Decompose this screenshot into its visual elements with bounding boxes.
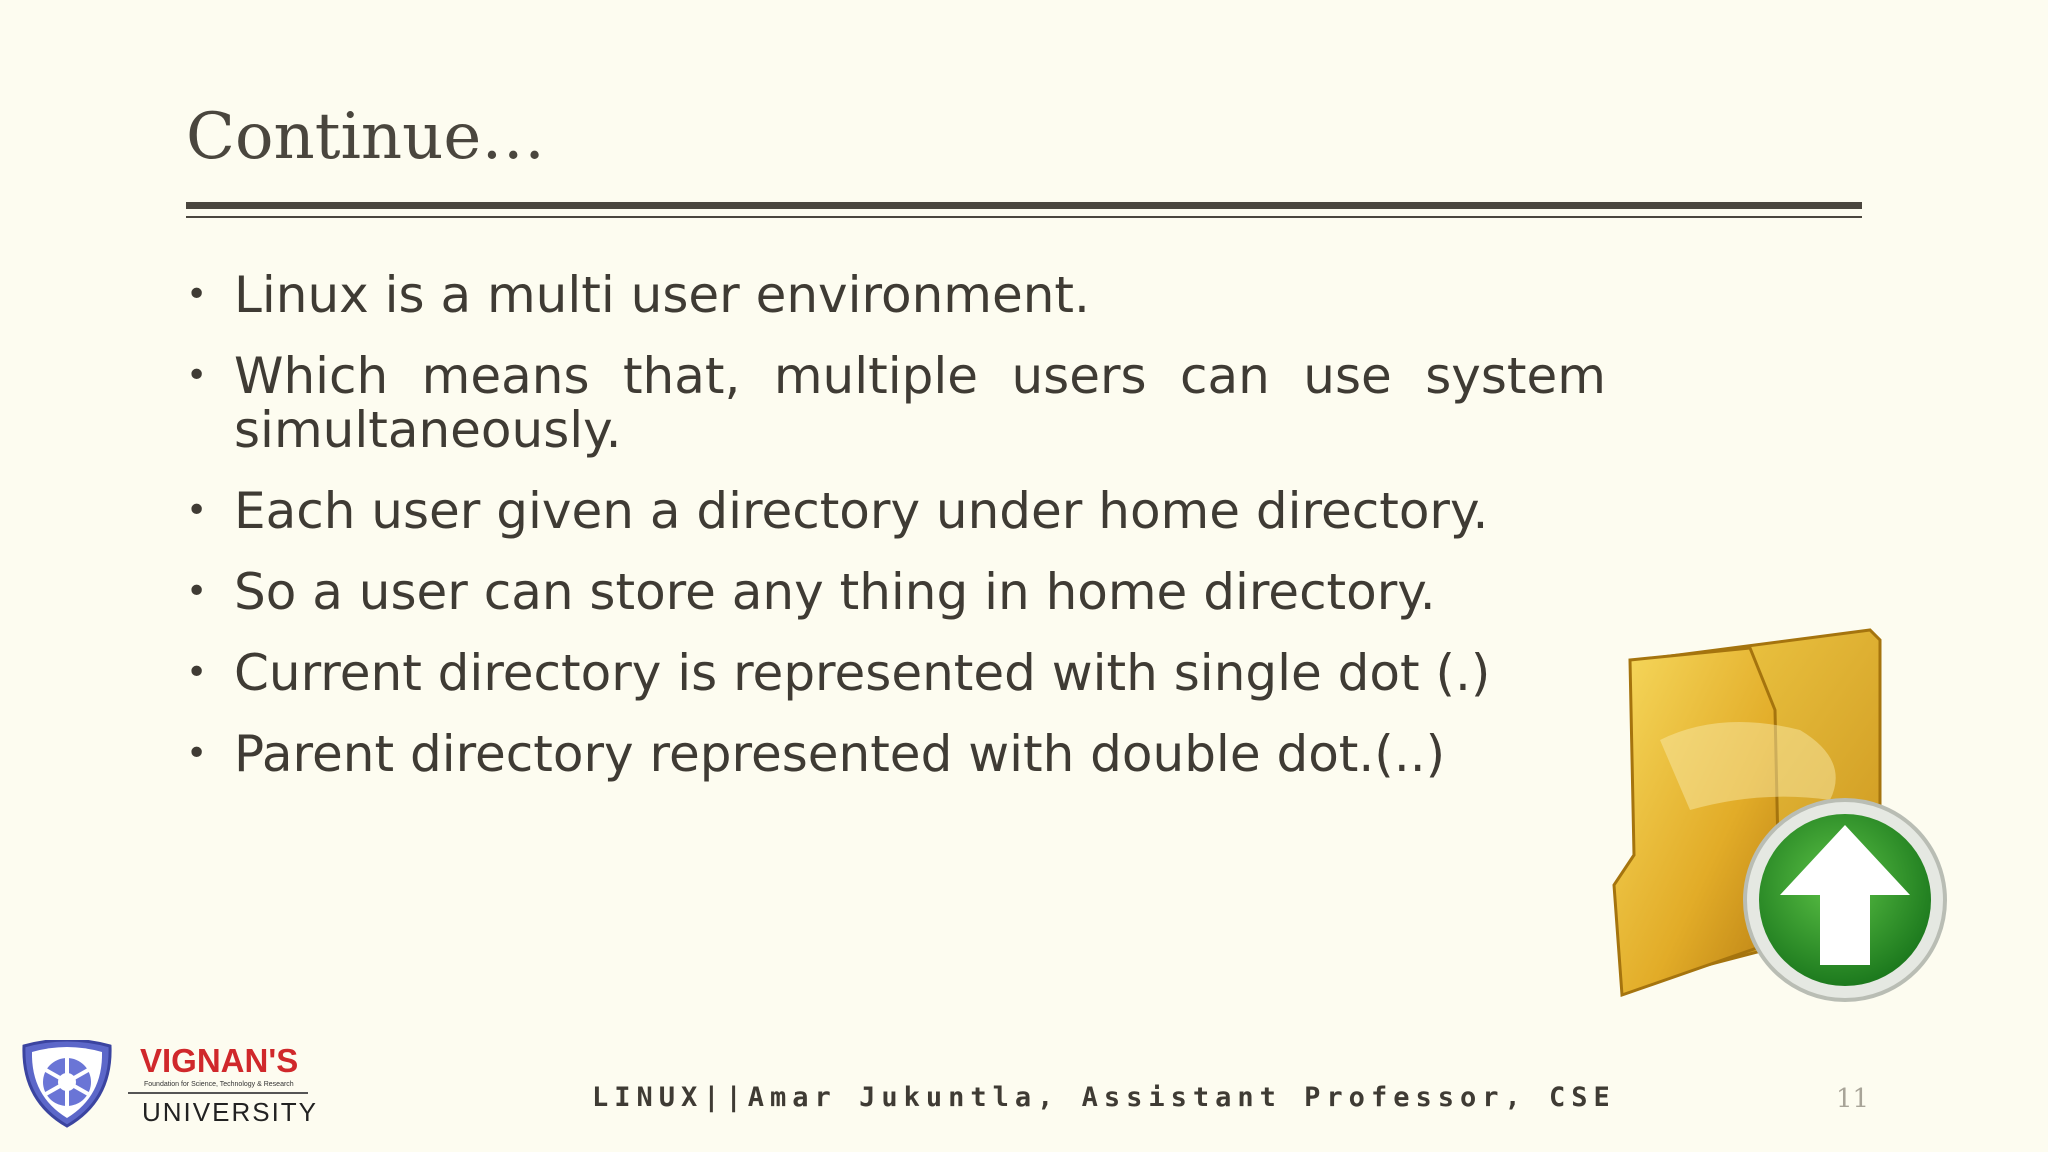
bullet-dot: • (186, 733, 208, 774)
page-number: 11 (1836, 1084, 1870, 1114)
bullet-list (186, 268, 1606, 808)
bullet-dot: • (186, 274, 208, 315)
shield-emblem-icon (18, 1040, 116, 1130)
logo-divider (128, 1092, 308, 1094)
bullet-text: Which means that, multiple users can use system simultaneously. (234, 347, 1606, 459)
title-rule-thin (186, 216, 1862, 218)
logo-tagline: Foundation for Science, Technology & Research (144, 1081, 294, 1088)
bullet-item (186, 349, 1606, 457)
folder-up-icon (1600, 620, 1960, 1020)
title-rule-thick (186, 202, 1862, 209)
bullet-dot: • (186, 571, 208, 612)
logo-name: VIGNAN'S (140, 1042, 299, 1079)
bullet-dot: • (186, 652, 208, 693)
bullet-item (186, 484, 1606, 538)
slide-title: Continue… (186, 100, 546, 174)
logo-university: UNIVERSITY (142, 1097, 319, 1127)
bullet-text: Current directory is represented with single dot (.) (234, 644, 1491, 702)
bullet-text: Linux is a multi user environment. (234, 266, 1090, 324)
bullet-text: Parent directory represented with double dot.(..) (234, 725, 1446, 783)
bullet-dot: • (186, 490, 208, 531)
bullet-item (186, 565, 1606, 619)
bullet-item (186, 727, 1606, 781)
bullet-item (186, 646, 1606, 700)
bullet-text: Each user given a directory under home directory. (234, 482, 1489, 540)
bullet-item (186, 268, 1606, 322)
bullet-text: So a user can store any thing in home directory. (234, 563, 1436, 621)
slide-footer: LINUX||Amar Jukuntla, Assistant Professor, CSE (592, 1082, 1616, 1113)
bullet-dot: • (186, 355, 208, 396)
university-logo (18, 1040, 318, 1130)
